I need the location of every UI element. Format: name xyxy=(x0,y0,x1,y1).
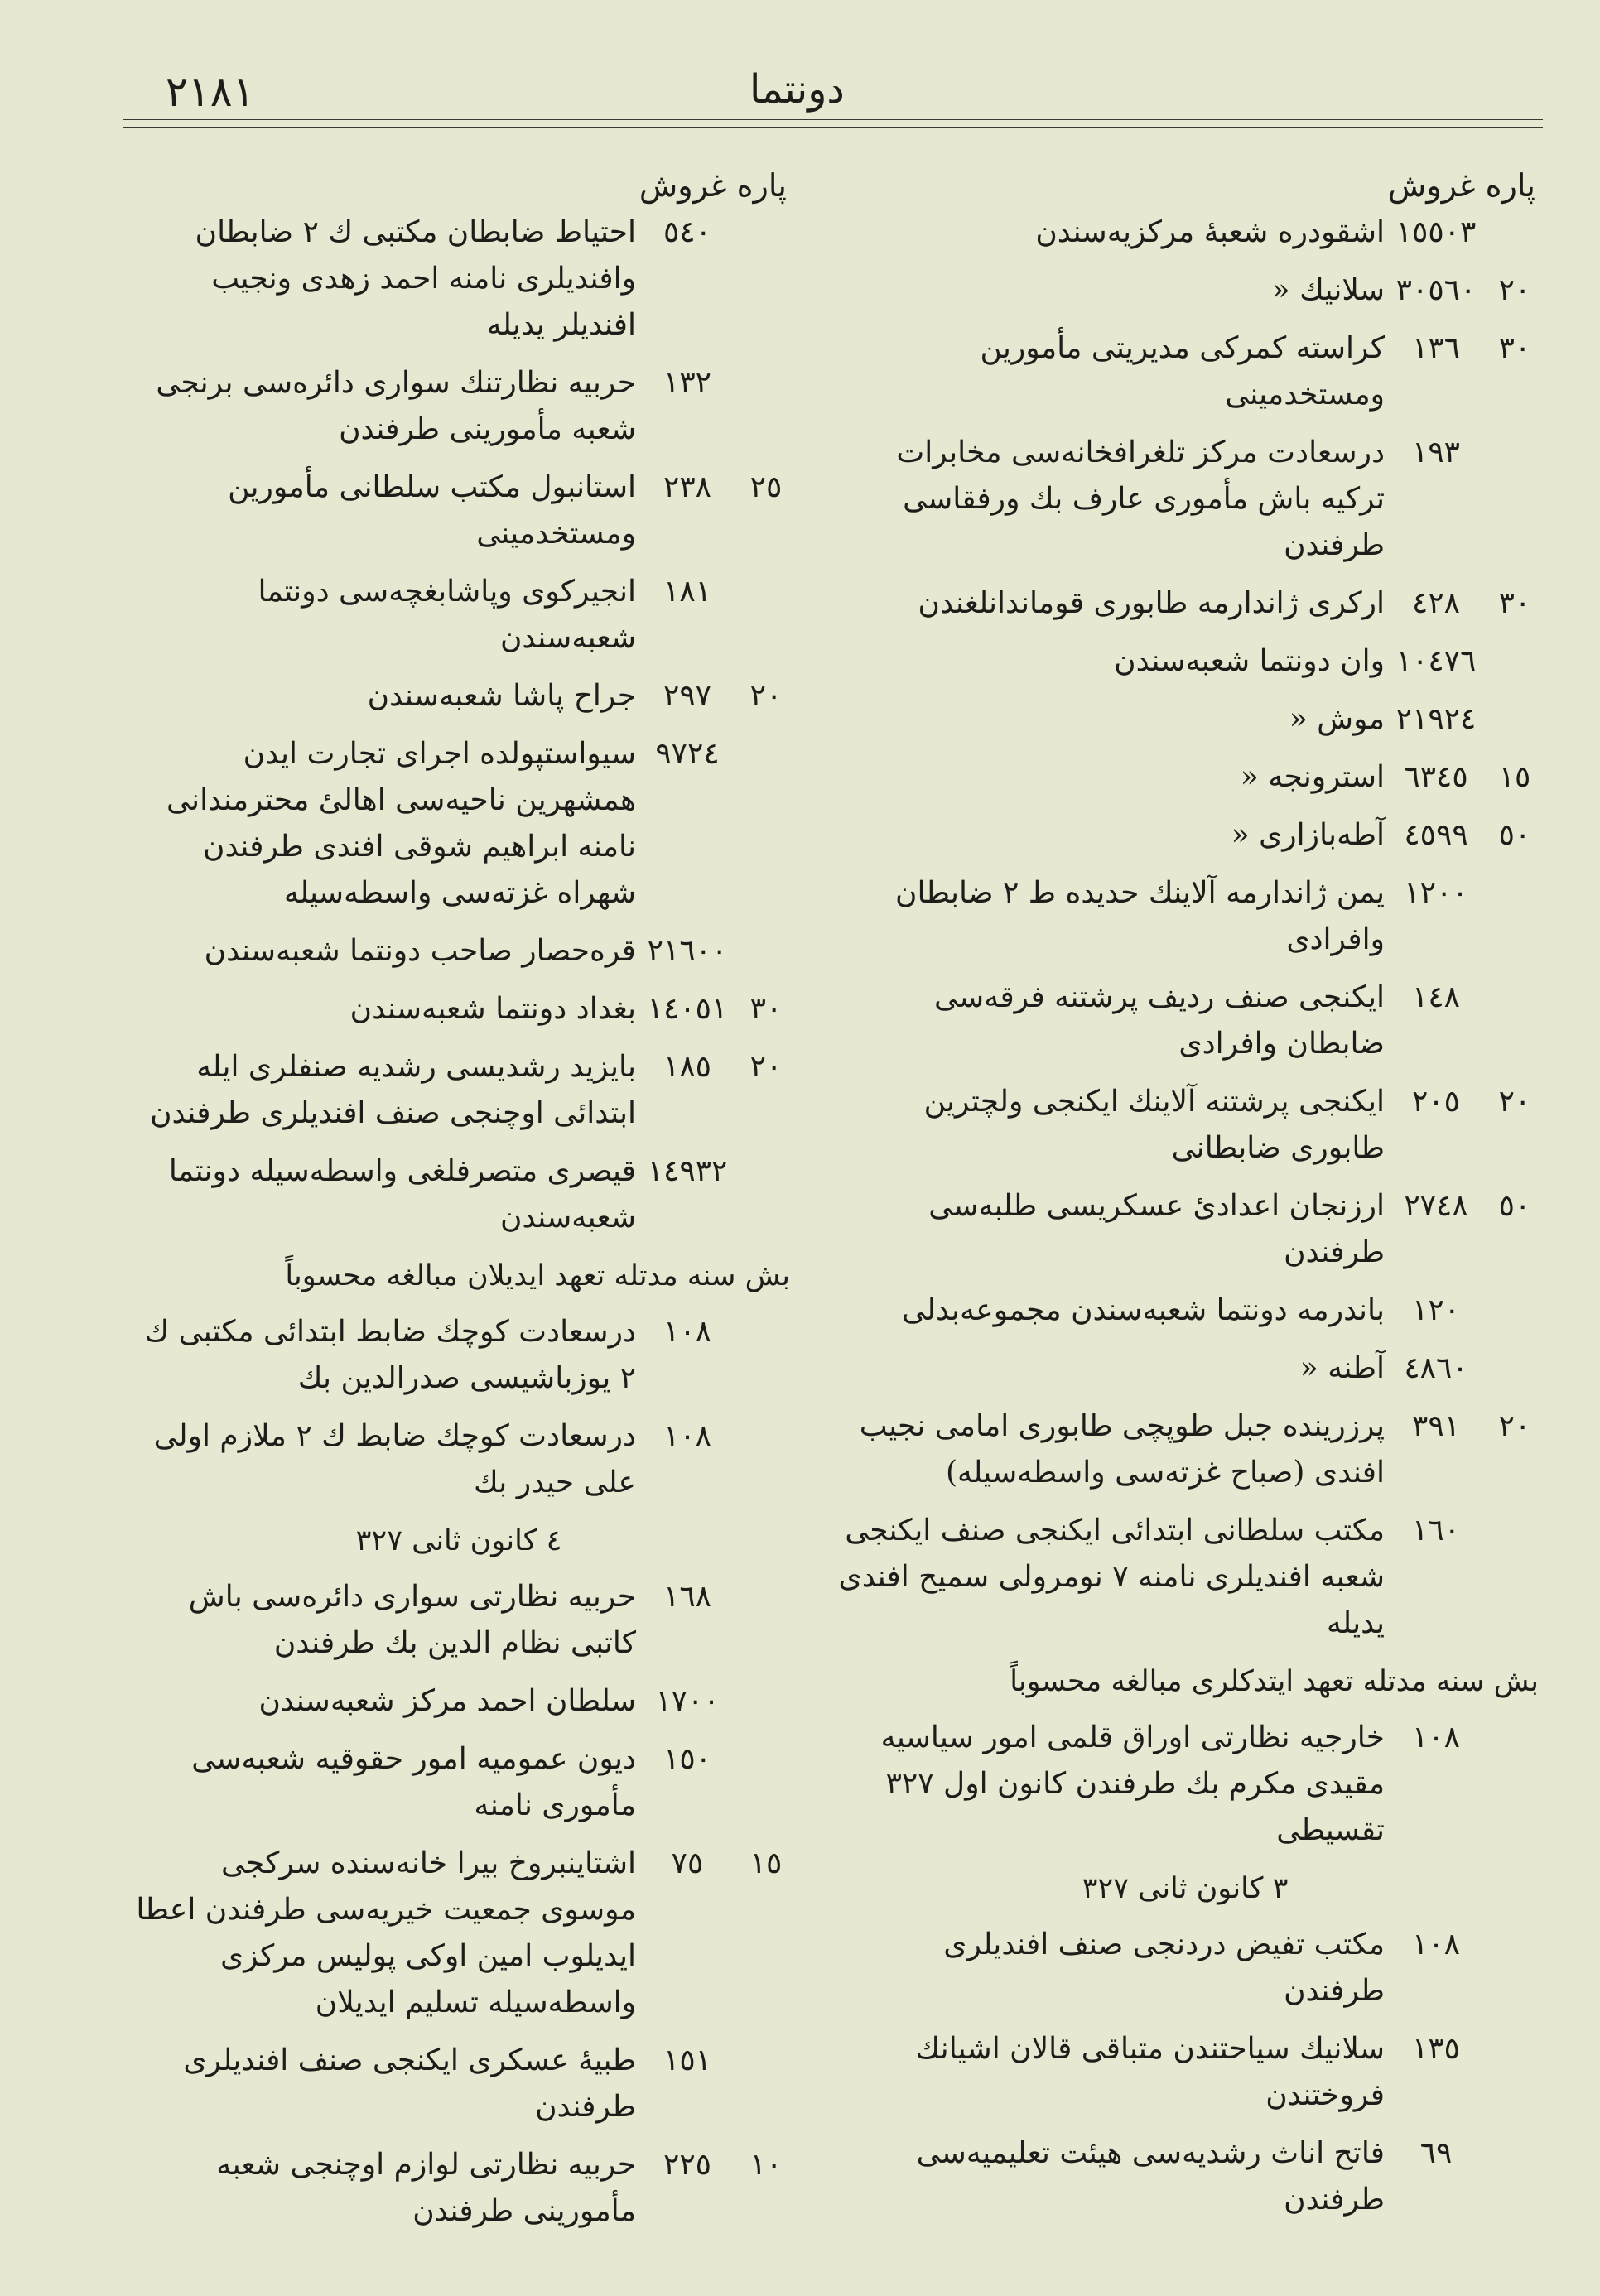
amount-cell xyxy=(636,1574,793,1667)
column-header: پاره غروش xyxy=(639,167,787,204)
ledger-entry xyxy=(124,569,793,662)
entry-description: سلانیك « xyxy=(1271,273,1385,307)
ledger-entry xyxy=(828,2130,1542,2223)
para-amount: ٥٠ xyxy=(1498,818,1531,852)
entry-description: درسعادت مرکز تلغرافخانه‌سی مخابرات ترکیه باش مأموری عارف بك ورفقاسی طرفندن xyxy=(896,436,1385,562)
entry-description: آطه‌بازاری « xyxy=(1231,818,1385,852)
entry-description: جراح پاشا شعبه‌سندن xyxy=(367,679,636,713)
amount-cell xyxy=(1385,754,1542,801)
amount-cell xyxy=(636,986,793,1032)
para-amount xyxy=(1487,1288,1542,1334)
entry-description: انجیرکوی وپاشابغچه‌سی دونتما شعبه‌سندن xyxy=(258,575,636,655)
ledger-entry xyxy=(124,360,793,453)
para-amount xyxy=(1487,430,1542,569)
kurus-amount: ٦٩ xyxy=(1419,2136,1453,2170)
kurus-amount: ٢٢٥ xyxy=(663,2148,711,2182)
kurus-amount: ١٠٤٧٦ xyxy=(1395,644,1477,678)
para-amount: ٣٠ xyxy=(1498,586,1531,620)
ledger-entry xyxy=(124,673,793,720)
amount-cell xyxy=(636,2142,793,2235)
amount-cell xyxy=(1385,209,1542,256)
ledger-entry xyxy=(124,1736,793,1829)
left-column xyxy=(124,161,793,2246)
amount-cell xyxy=(1385,580,1542,627)
ledger-entry xyxy=(124,1148,793,1241)
kurus-amount: ١٢٠ xyxy=(1411,1293,1460,1327)
ledger-entry xyxy=(124,1841,793,2026)
entry-description: ارزنجان اعدادیٔ عسکریسی طلبه‌سی طرفندن xyxy=(928,1189,1385,1269)
para-amount xyxy=(1487,2130,1542,2223)
entry-description: بغداد دونتما شعبه‌سندن xyxy=(349,992,636,1026)
amount-cell xyxy=(1385,638,1542,685)
ledger-entry xyxy=(828,1079,1542,1172)
ledger-entry xyxy=(828,1508,1542,1647)
amount-cell xyxy=(1385,1079,1542,1172)
kurus-amount: ١٥١ xyxy=(663,2043,711,2077)
entry-description: مکتب سلطانی ابتدائی ایکنجی صنف ایکنجی شعبه افندیلری نامنه ٧ نومرولی سمیح افندی یدیله xyxy=(838,1514,1385,1640)
para-amount: ٢٠ xyxy=(1498,1085,1531,1119)
para-amount: ٢٥ xyxy=(749,470,783,504)
entry-description: باندرمه دونتما شعبه‌سندن مجموعه‌بدلی xyxy=(902,1293,1385,1327)
ledger-entry xyxy=(828,812,1542,859)
kurus-amount: ٣٠٥٦٠ xyxy=(1395,273,1477,307)
entry-description: دیون عمومیه امور حقوقیه شعبه‌سی مأموری نامنه xyxy=(191,1742,636,1822)
para-amount xyxy=(739,569,793,662)
kurus-amount: ١٣٦ xyxy=(1411,331,1460,365)
para-amount xyxy=(739,1736,793,1829)
entry-description: حربیه نظارتنك سواری دائره‌سی برنجی شعبه مأمورینی طرفندن xyxy=(156,366,636,446)
ledger-entry xyxy=(124,464,793,557)
amount-cell xyxy=(1385,812,1542,859)
amount-cell xyxy=(636,1148,793,1241)
kurus-amount: ٢٩٧ xyxy=(663,679,711,713)
para-amount: ١٥ xyxy=(1498,760,1531,794)
kurus-amount: ١٠٨ xyxy=(1411,1721,1460,1754)
ledger-entry xyxy=(124,209,793,349)
kurus-amount: ٩٧٢٤ xyxy=(655,737,720,771)
ledger-entry xyxy=(828,1345,1542,1392)
kurus-amount: ١٦٨ xyxy=(663,1580,711,1614)
entry-description: مکتب تفیض دردنجی صنف افندیلری طرفندن xyxy=(943,1928,1385,2008)
kurus-amount: ٥٤٠ xyxy=(663,215,711,249)
amount-cell xyxy=(1385,1403,1542,1496)
para-amount xyxy=(739,928,793,975)
kurus-amount: ٤٥٩٩ xyxy=(1404,818,1468,852)
kurus-amount: ٤٨٦٠ xyxy=(1404,1351,1468,1385)
para-amount: ٢٠ xyxy=(1498,273,1531,307)
entry-description: طبیهٔ عسکری ایکنجی صنف افندیلری طرفندن xyxy=(183,2043,636,2124)
entry-description: موش « xyxy=(1289,702,1385,736)
para-amount xyxy=(739,1678,793,1725)
amount-cell xyxy=(636,1413,793,1506)
para-amount xyxy=(1487,209,1542,256)
para-amount: ١٠ xyxy=(749,2148,783,2182)
entry-description: سلطان احمد مرکز شعبه‌سندن xyxy=(258,1684,636,1718)
entry-description: احتیاط ضابطان مکتبی ك ٢ ضابطان وافندیلری نامنه احمد زهدی ونجیب افندیلر یدیله xyxy=(195,215,636,342)
amount-cell xyxy=(636,569,793,662)
para-amount xyxy=(739,1574,793,1667)
amount-cell xyxy=(1385,2130,1542,2223)
amount-cell xyxy=(1385,1715,1542,1854)
amount-cell xyxy=(1385,430,1542,569)
entry-description: پرزرینده جبل طوپچی طابوری امامی نجیب افندی (صباح غزته‌سی واسطه‌سیله) xyxy=(859,1409,1385,1490)
entry-description: خارجیه نظارتی اوراق قلمی امور سیاسیه مقیدی مکرم بك طرفندن کانون اول ٣٢٧ تقسیطی xyxy=(880,1721,1385,1847)
ledger-entry xyxy=(124,2142,793,2235)
kurus-amount: ٢٠٥ xyxy=(1411,1085,1460,1119)
ledger-entry xyxy=(124,731,793,917)
kurus-amount: ١٨١ xyxy=(663,575,711,609)
entry-description: فاتح اناث رشدیه‌سی هیئت تعلیمیه‌سی طرفندن xyxy=(916,2136,1385,2217)
entry-description: درسعادت کوچك ضابط ك ٢ ملازم اولی علی حیدر بك xyxy=(153,1419,636,1499)
ledger-entry xyxy=(828,580,1542,627)
ledger-entry xyxy=(124,1413,793,1506)
page-number: ٢١٨١ xyxy=(166,68,255,116)
entry-description: قره‌حصار صاحب دونتما شعبه‌سندن xyxy=(204,934,636,968)
page-header xyxy=(0,0,1600,145)
entry-description: بایزید رشدیسی رشدیه صنفلری ایله ابتدائی اوچنجی صنف افندیلری طرفندن xyxy=(150,1050,636,1130)
ledger-entry xyxy=(124,928,793,975)
entry-description: ارکری ژاندارمه طابوری قوماندانلغندن xyxy=(918,586,1385,620)
amount-cell xyxy=(1385,1508,1542,1647)
ledger-entry xyxy=(828,870,1542,963)
ledger-entry xyxy=(828,325,1542,418)
entry-description: اشتاینبروخ بیرا خانه‌سنده سرکجی موسوی جمعیت خیریه‌سی طرفندن اعطا ایدیلوب امین اوکی پولیس مرکزی واسطه‌سیله تسلیم ایدیلان xyxy=(136,1846,636,2019)
para-amount xyxy=(739,360,793,453)
amount-cell xyxy=(1385,2026,1542,2119)
section-heading: بش سنه مدتله تعهد ایتدکلری مبالغه محسوباً xyxy=(1010,1665,1539,1698)
para-amount xyxy=(739,1309,793,1402)
entry-description: استرونجه « xyxy=(1240,760,1385,794)
para-amount xyxy=(739,1148,793,1241)
ledger-entry xyxy=(828,1403,1542,1496)
para-amount: ٥٠ xyxy=(1498,1189,1531,1223)
para-amount xyxy=(739,209,793,349)
para-amount: ٣٠ xyxy=(749,992,783,1026)
ledger-entry xyxy=(828,754,1542,801)
ledger-entry xyxy=(124,1574,793,1667)
para-amount xyxy=(739,1413,793,1506)
ledger-entry xyxy=(124,2038,793,2130)
entry-description: استانبول مکتب سلطانی مأمورین ومستخدمینی xyxy=(228,470,636,551)
ledger-entry xyxy=(828,430,1542,569)
ledger-entry xyxy=(828,638,1542,685)
kurus-amount: ١٢٠٠ xyxy=(1404,876,1468,910)
ledger-entry xyxy=(828,267,1542,314)
kurus-amount: ٢٣٨ xyxy=(663,470,711,504)
amount-cell xyxy=(636,1309,793,1402)
para-amount xyxy=(1487,975,1542,1067)
kurus-amount: ١٣٥ xyxy=(1411,2032,1460,2066)
ledger-entry xyxy=(124,1044,793,1137)
para-amount xyxy=(1487,1715,1542,1854)
para-amount: ٢٠ xyxy=(749,679,783,713)
ledger-entry xyxy=(828,1922,1542,2014)
ledger-entry xyxy=(828,1715,1542,1854)
amount-cell xyxy=(1385,1183,1542,1276)
entry-description: ایکنجی پرشتنه آلاینك ایکنجی ولچترین طابوری ضابطانی xyxy=(923,1085,1385,1165)
kurus-amount: ١٠٨ xyxy=(1411,1928,1460,1961)
kurus-amount: ٢١٩٢٤ xyxy=(1395,702,1477,736)
ledger-entry xyxy=(828,696,1542,743)
ledger-entry xyxy=(828,209,1542,256)
kurus-amount: ٦٣٤٥ xyxy=(1404,760,1468,794)
right-column xyxy=(828,161,1542,2235)
amount-cell xyxy=(1385,267,1542,314)
ledger-entry xyxy=(828,1288,1542,1334)
para-amount: ٢٠ xyxy=(749,1050,783,1084)
amount-cell xyxy=(636,1841,793,2026)
para-amount xyxy=(1487,638,1542,685)
amount-cell xyxy=(1385,325,1542,418)
kurus-amount: ٣٩١ xyxy=(1411,1409,1460,1443)
date-line: ٣ کانون ثانی ٣٢٧ xyxy=(1082,1872,1289,1905)
kurus-amount: ١٠٨ xyxy=(663,1315,711,1349)
para-amount xyxy=(1487,1922,1542,2014)
kurus-amount: ٢٧٤٨ xyxy=(1404,1189,1468,1223)
ledger-entry xyxy=(124,1678,793,1725)
entry-description: ایکنجی صنف ردیف پرشتنه فرقه‌سی ضابطان وافرادی xyxy=(933,980,1385,1061)
section-heading: بش سنه مدتله تعهد ایدیلان مبالغه محسوباً xyxy=(285,1259,790,1292)
ledger-entry xyxy=(828,2026,1542,2119)
kurus-amount: ١٥٠ xyxy=(663,1742,711,1776)
ledger-entry xyxy=(828,975,1542,1067)
page-title: دونتما xyxy=(749,66,845,113)
entry-description: وان دونتما شعبه‌سندن xyxy=(1114,644,1385,678)
ledger-entry xyxy=(828,1183,1542,1276)
header-divider xyxy=(123,118,1543,128)
entry-description: سیواستپولده اجرای تجارت ایدن همشهرین ناحیه‌سی اهالیٔ محترمندانی نامنه ابراهیم شوقی افندی طرفندن شهراه غزته‌سی واسطه‌سیله xyxy=(166,737,636,910)
para-amount xyxy=(1487,1345,1542,1392)
amount-cell xyxy=(636,1736,793,1829)
amount-cell xyxy=(636,2038,793,2130)
kurus-amount: ١٤٠٥١ xyxy=(647,992,728,1026)
entry-description: حربیه نظارتی لوازم اوچنجی شعبه مأمورینی طرفندن xyxy=(216,2148,636,2228)
amount-cell xyxy=(1385,975,1542,1067)
column-header: پاره غروش xyxy=(1387,167,1535,204)
para-amount xyxy=(739,731,793,917)
amount-cell xyxy=(636,928,793,975)
entry-description: قیصری متصرفلغی واسطه‌سیله دونتما شعبه‌سندن xyxy=(168,1154,636,1235)
ledger-entry xyxy=(124,1309,793,1402)
kurus-amount: ١٤٩٣٢ xyxy=(647,1154,728,1188)
entry-description: آطنه « xyxy=(1299,1351,1385,1385)
entry-description: کراسته کمرکی مدیریتی مأمورین ومستخدمینی xyxy=(980,331,1385,412)
para-amount xyxy=(1487,2026,1542,2119)
kurus-amount: ١٣٢ xyxy=(663,366,711,400)
amount-cell xyxy=(1385,1345,1542,1392)
para-amount xyxy=(1487,870,1542,963)
ledger-entry xyxy=(124,986,793,1032)
para-amount: ١٥ xyxy=(749,1846,783,1880)
amount-cell xyxy=(1385,1922,1542,2014)
date-line: ٤ کانون ثانی ٣٢٧ xyxy=(355,1524,562,1557)
para-amount: ٢٠ xyxy=(1498,1409,1531,1443)
amount-cell xyxy=(636,1044,793,1137)
para-amount: ٣٠ xyxy=(1498,331,1531,365)
kurus-amount: ١٧٠٠ xyxy=(655,1684,720,1718)
kurus-amount: ٧٥ xyxy=(671,1846,704,1880)
amount-cell xyxy=(1385,1288,1542,1334)
amount-cell xyxy=(636,209,793,349)
kurus-amount: ١٠٨ xyxy=(663,1419,711,1453)
amount-cell xyxy=(636,1678,793,1725)
kurus-amount: ١٦٠ xyxy=(1411,1514,1460,1548)
amount-cell xyxy=(636,360,793,453)
kurus-amount: ١٤٨ xyxy=(1411,980,1460,1014)
kurus-amount: ١٨٥ xyxy=(663,1050,711,1084)
amount-cell xyxy=(636,464,793,557)
entry-description: اشقودره شعبهٔ مرکزیه‌سندن xyxy=(1035,215,1385,249)
amount-cell xyxy=(636,731,793,917)
kurus-amount: ٤٢٨ xyxy=(1411,586,1460,620)
amount-cell xyxy=(636,673,793,720)
entry-description: درسعادت کوچك ضابط ابتدائی مکتبی ك ٢ یوزباشیسی صدرالدین بك xyxy=(144,1315,636,1395)
entry-description: یمن ژاندارمه آلاینك حدیده ط ٢ ضابطان وافرادی xyxy=(895,876,1385,956)
entry-description: حربیه نظارتی سواری دائره‌سی باش کاتبی نظام الدین بك طرفندن xyxy=(188,1580,636,1660)
amount-cell xyxy=(1385,696,1542,743)
kurus-amount: ١٥٥٠٣ xyxy=(1395,215,1477,249)
kurus-amount: ١٩٣ xyxy=(1411,436,1460,469)
para-amount xyxy=(1487,696,1542,743)
para-amount xyxy=(1487,1508,1542,1647)
amount-cell xyxy=(1385,870,1542,963)
kurus-amount: ٢١٦٠٠ xyxy=(647,934,728,968)
para-amount xyxy=(739,2038,793,2130)
entry-description: سلانیك سیاحتندن متباقی قالان اشیانك فروختندن xyxy=(915,2032,1385,2112)
